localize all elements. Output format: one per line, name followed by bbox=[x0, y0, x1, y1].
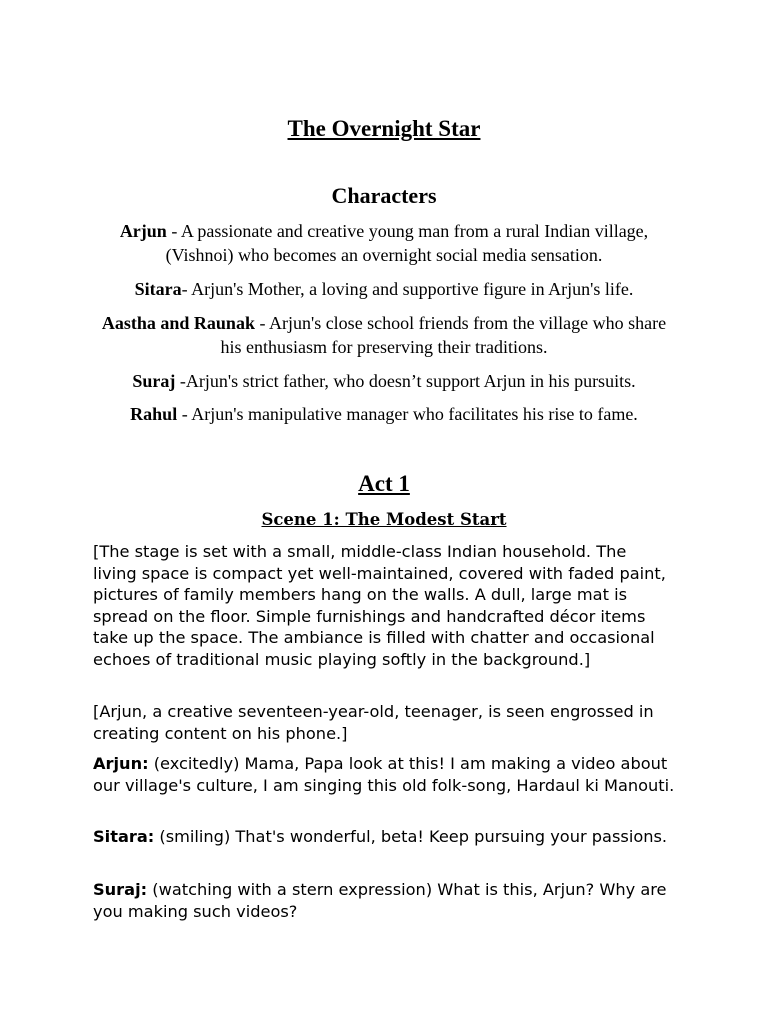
character-description: - A passionate and creative young man from a rural Indian village, (Vishnoi) who becomes an overnight social media sensation. bbox=[165, 221, 649, 265]
scene-heading: Scene 1: The Modest Start bbox=[261, 510, 507, 529]
stage-direction: [The stage is set with a small, middle-class Indian household. The living space is compact yet well-maintained, covered with faded paint, pictures of family members hang on the walls. A dull, large mat is spread on the floor. Simple furnishings and handcrafted décor items take up the space. The ambiance is filled with chatter and occasional echoes of traditional music playing softly in the background.] bbox=[93, 542, 666, 669]
character-entry-suraj bbox=[93, 369, 675, 393]
character-description: - Arjun's close school friends from the village who share his enthusiasm for preserving their traditions. bbox=[220, 313, 667, 357]
character-name: Sitara bbox=[134, 279, 182, 299]
speaker-name: Sitara: bbox=[93, 827, 155, 846]
character-description: - Arjun's manipulative manager who facilitates his rise to fame. bbox=[177, 404, 638, 424]
character-description: -Arjun's strict father, who doesn’t support Arjun in his pursuits. bbox=[175, 371, 636, 391]
character-entry-arjun bbox=[93, 219, 675, 267]
character-name: Suraj bbox=[132, 371, 176, 391]
character-description: - Arjun's Mother, a loving and supportive figure in Arjun's life. bbox=[181, 279, 634, 299]
dialogue-text: (watching with a stern expression) What is this, Arjun? Why are you making such videos? bbox=[93, 880, 667, 921]
document-title: The Overnight Star bbox=[287, 116, 481, 141]
character-entry-aastha-raunak bbox=[93, 311, 675, 359]
character-entry-sitara bbox=[93, 277, 675, 301]
speaker-name: Suraj: bbox=[93, 880, 148, 899]
act-heading: Act 1 bbox=[358, 471, 410, 496]
characters-heading: Characters bbox=[331, 183, 437, 208]
character-entry-rahul bbox=[93, 402, 675, 426]
dialogue-line bbox=[93, 879, 675, 922]
dialogue-line bbox=[93, 753, 675, 796]
character-name: Rahul bbox=[130, 404, 178, 424]
dialogue-text: (excitedly) Mama, Papa look at this! I am making a video about our village's culture, I am singing this old folk-song, Hardaul ki Manouti. bbox=[93, 754, 675, 795]
speaker-name: Arjun: bbox=[93, 754, 149, 773]
character-name: Aastha and Raunak bbox=[101, 313, 255, 333]
dialogue-line bbox=[93, 826, 675, 848]
dialogue-text: (smiling) That's wonderful, beta! Keep pursuing your passions. bbox=[154, 827, 668, 846]
stage-direction: [Arjun, a creative seventeen-year-old, teenager, is seen engrossed in creating content on his phone.] bbox=[93, 702, 654, 743]
character-name: Arjun bbox=[119, 221, 167, 241]
